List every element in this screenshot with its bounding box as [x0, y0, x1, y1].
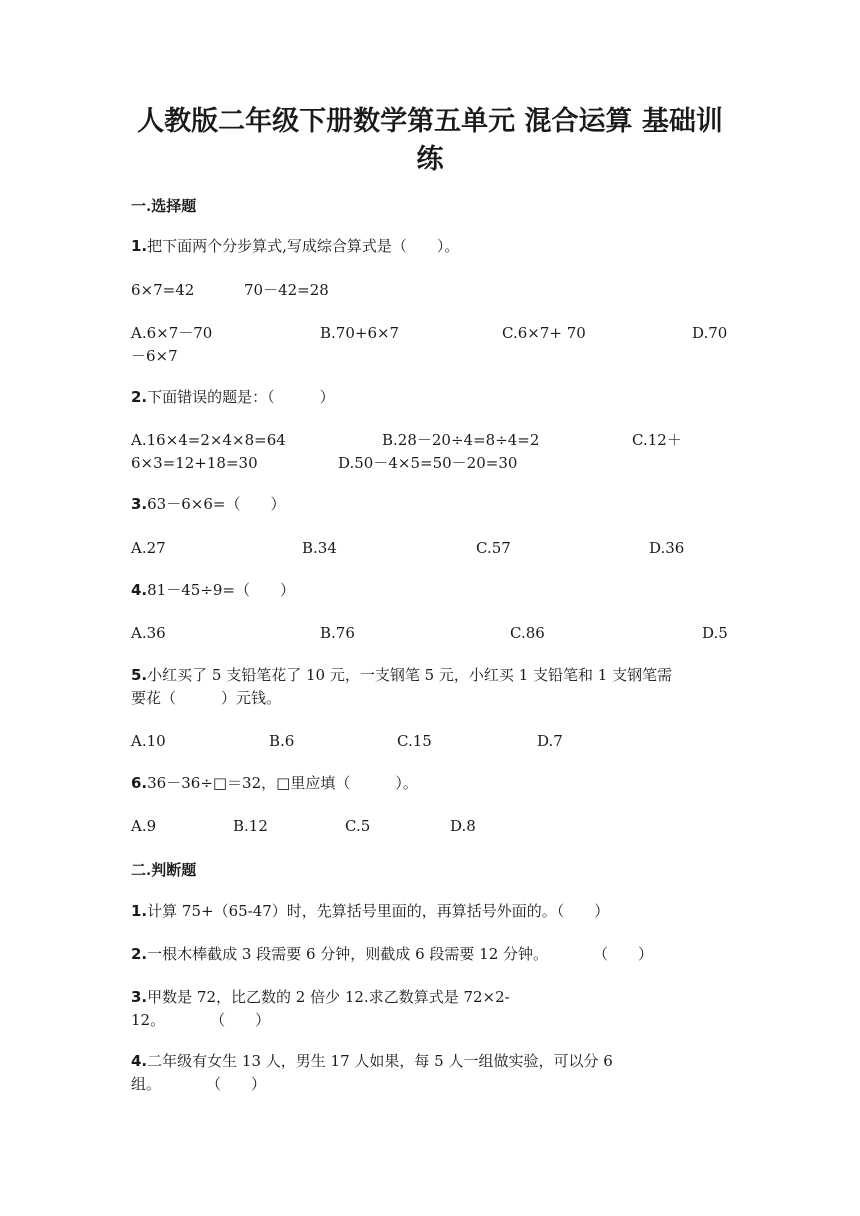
q3-option-d: D.36 — [649, 539, 685, 557]
question-number: 4. — [131, 1052, 148, 1070]
q2-option-c-continued: 6×3=12+18=30 — [131, 454, 258, 472]
judgment-4-continued: 组。 （ ） — [131, 1075, 267, 1093]
worksheet-title — [100, 103, 760, 179]
question-number: 1. — [131, 237, 148, 255]
q6-option-c: C.5 — [345, 817, 371, 835]
q6-option-d: D.8 — [450, 817, 476, 835]
judgment-2 — [131, 942, 653, 966]
question-text: 计算 75+（65-47）时，先算括号里面的，再算括号外面的。（ ） — [147, 902, 610, 920]
q5-option-d: D.7 — [537, 732, 563, 750]
section-heading-choice: 一.选择题 — [131, 197, 197, 215]
question-number: 3. — [131, 988, 148, 1006]
q1-option-d-continued: －6×7 — [131, 347, 178, 365]
title-line-1: 人教版二年级下册数学第五单元 混合运算 基础训 — [137, 106, 723, 137]
question-text: 63－6×6=（ ） — [147, 495, 286, 513]
q3-option-c: C.57 — [476, 539, 511, 557]
question-number: 3. — [131, 495, 148, 513]
q3-option-a: A.27 — [131, 539, 166, 557]
q6-option-a: A.9 — [131, 817, 157, 835]
question-6 — [131, 771, 418, 795]
title-line-2: 练 — [416, 144, 444, 175]
question-text: 下面错误的题是：（ ） — [147, 388, 335, 406]
question-number: 1. — [131, 902, 148, 920]
q1-given-step-2: 70－42=28 — [244, 281, 329, 299]
judgment-3-continued: 12。 （ ） — [131, 1011, 271, 1029]
question-2 — [131, 385, 335, 409]
question-number: 5. — [131, 666, 148, 684]
q2-option-b: B.28－20÷4=8÷4=2 — [382, 431, 540, 449]
q3-option-b: B.34 — [302, 539, 337, 557]
q2-option-a: A.16×4=2×4×8=64 — [131, 431, 286, 449]
judgment-3 — [131, 985, 510, 1009]
question-text: 36－36÷□＝32，□里应填（ ）。 — [147, 774, 418, 792]
judgment-1 — [131, 899, 609, 923]
judgment-4 — [131, 1049, 613, 1073]
q4-option-d: D.5 — [702, 624, 728, 642]
q1-option-a: A.6×7－70 — [131, 324, 213, 342]
question-number: 2. — [131, 945, 148, 963]
question-5 — [131, 663, 672, 687]
question-text: 一根木棒截成 3 段需要 6 分钟，则截成 6 段需要 12 分钟。 （ ） — [147, 945, 654, 963]
q5-option-c: C.15 — [397, 732, 432, 750]
section-heading-judgment: 二.判断题 — [131, 861, 197, 879]
q5-option-b: B.6 — [269, 732, 295, 750]
question-5-continued: 要花（ ）元钱。 — [131, 689, 282, 707]
question-text: 小红买了 5 支铅笔花了 10 元，一支钢笔 5 元，小红买 1 支铅笔和 1 支钢笔需 — [147, 666, 673, 684]
q5-option-a: A.10 — [131, 732, 166, 750]
q2-option-d: D.50－4×5=50－20=30 — [338, 454, 518, 472]
question-text: 甲数是 72，比乙数的 2 倍少 12.求乙数算式是 72×2- — [147, 988, 510, 1006]
q1-given-step-1: 6×7=42 — [131, 281, 195, 299]
question-text: 81－45÷9=（ ） — [147, 581, 295, 599]
q4-option-a: A.36 — [131, 624, 166, 642]
question-text: 把下面两个分步算式,写成综合算式是（ ）。 — [147, 237, 460, 255]
q4-option-c: C.86 — [510, 624, 545, 642]
question-3 — [131, 492, 285, 516]
question-number: 4. — [131, 581, 148, 599]
q2-option-c: C.12＋ — [632, 431, 682, 449]
q1-option-c: C.6×7+ 70 — [502, 324, 586, 342]
q4-option-b: B.76 — [320, 624, 355, 642]
question-text: 二年级有女生 13 人，男生 17 人如果，每 5 人一组做实验，可以分 6 — [147, 1052, 613, 1070]
question-number: 6. — [131, 774, 148, 792]
question-number: 2. — [131, 388, 148, 406]
q6-option-b: B.12 — [233, 817, 268, 835]
q1-option-d: D.70 — [692, 324, 728, 342]
question-4 — [131, 578, 295, 602]
question-1 — [131, 234, 459, 258]
q1-option-b: B.70+6×7 — [320, 324, 400, 342]
